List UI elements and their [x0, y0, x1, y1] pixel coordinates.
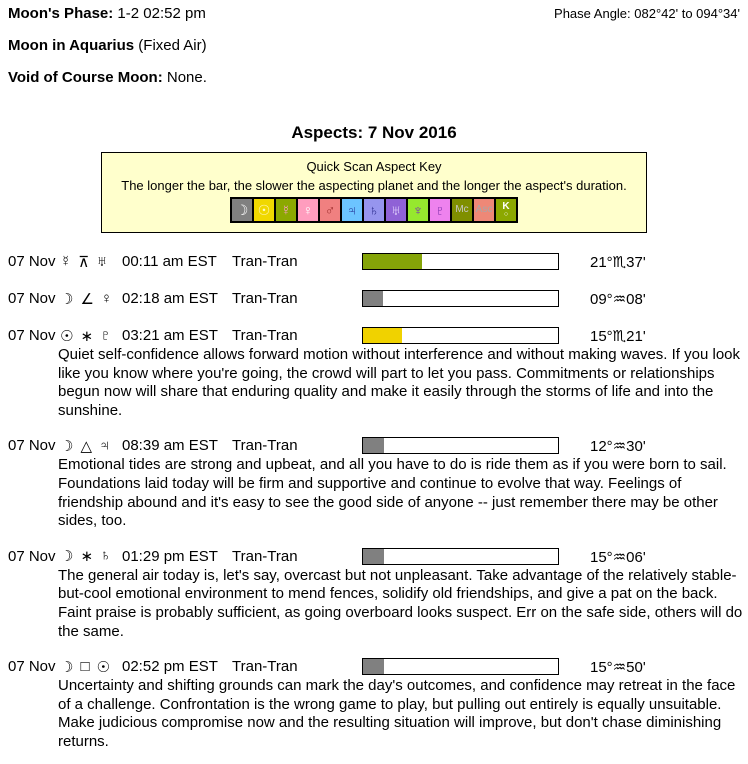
- duration-bar-fill: [363, 549, 384, 564]
- mars-chip-icon: ♂: [318, 199, 340, 221]
- aspect-type: Tran-Tran: [232, 658, 298, 676]
- pluto-icon: ♇: [100, 326, 112, 344]
- duration-bar-fill: [363, 328, 402, 343]
- jupiter-icon: ♃: [99, 436, 111, 454]
- aspect-degree: 21°♏37': [590, 254, 646, 271]
- void-of-course-label: Void of Course Moon:: [8, 69, 163, 86]
- aspect-row-header: [8, 327, 748, 344]
- aspect-row: [8, 327, 748, 420]
- semisquare-icon: ∠: [80, 290, 94, 308]
- aspect-key-chips: [230, 197, 518, 223]
- aspects-title: Aspects: 7 Nov 2016: [291, 123, 457, 142]
- moons-phase-value: 1-2 02:52 pm: [117, 5, 206, 22]
- void-of-course-line: [8, 69, 740, 86]
- aspect-glyphs: [60, 437, 122, 455]
- pluto-chip-icon: ♇: [428, 199, 450, 221]
- aspect-time: 01:29 pm EST: [122, 547, 218, 565]
- aspect-glyphs: [60, 658, 122, 676]
- duration-bar: [362, 253, 559, 270]
- aspect-glyphs: [60, 547, 122, 565]
- aspect-row-header: [8, 253, 748, 270]
- duration-bar-fill: [363, 254, 422, 269]
- phase-angle: Phase Angle: 082°42' to 094°34': [554, 6, 740, 21]
- aspect-description: Quiet self-confidence allows forward motion without interference and without making waves. If you look like you know where you're going, the crowd will part to let you pass. Commitments or relationships begun now will share that enduring quality and make it easily through the storms of life and into the sunshine.: [58, 346, 741, 419]
- aspect-degree: 15°♒50': [590, 659, 646, 677]
- aspect-row: [8, 548, 748, 641]
- void-of-course-value: None.: [166, 69, 207, 86]
- moon-chip-icon: ☽: [232, 199, 252, 221]
- moon-icon: ☽: [60, 290, 74, 308]
- moon-icon: ☽: [60, 548, 74, 566]
- trine-icon: △: [80, 437, 92, 455]
- aspect-glyphs: [60, 327, 122, 345]
- aspect-type: Tran-Tran: [232, 547, 298, 565]
- aspect-degree: 15°♒06': [590, 548, 646, 566]
- duration-bar: [362, 290, 559, 307]
- aspect-row: [8, 290, 748, 307]
- aspect-list: [8, 253, 748, 752]
- aspect-time: 02:18 am EST: [122, 290, 218, 307]
- aspect-row: [8, 253, 748, 270]
- aspect-time: 00:11 am EST: [122, 253, 217, 270]
- uranus-chip-icon: ♅: [384, 199, 406, 221]
- aspect-date: 07 Nov: [8, 290, 56, 307]
- aspect-degree: 15°♏21': [590, 328, 646, 345]
- moon-sign-label: Moon in Aquarius: [8, 37, 135, 54]
- aspect-glyphs: [60, 253, 122, 271]
- duration-bar-fill: [363, 291, 383, 306]
- saturn-icon: ♄: [100, 547, 112, 565]
- aspect-date: 07 Nov: [8, 327, 56, 344]
- square-icon: □: [80, 657, 90, 675]
- neptune-chip-icon: ♆: [406, 199, 428, 221]
- duration-bar-fill: [363, 659, 384, 674]
- aspect-row-header: [8, 290, 748, 307]
- uranus-icon: ♅: [96, 252, 108, 270]
- duration-bar: [362, 658, 559, 675]
- aspect-glyphs: [60, 290, 122, 308]
- duration-bar: [362, 437, 559, 454]
- key-box-subtitle: The longer the bar, the slower the aspecting planet and the longer the aspect's duration.: [121, 178, 627, 193]
- page-header: [0, 0, 748, 86]
- key-box-title: Quick Scan Aspect Key: [306, 159, 442, 174]
- aspect-time: 02:52 pm EST: [122, 658, 218, 676]
- aspect-row: [8, 658, 748, 751]
- quincunx-icon: ⊼: [78, 253, 90, 271]
- jupiter-chip-icon: ♃: [340, 199, 362, 221]
- moon-sign-line: [8, 37, 740, 54]
- moon-icon: ☽: [60, 658, 74, 676]
- aspect-date: 07 Nov: [8, 658, 56, 676]
- mercury-chip-icon: ☿: [274, 199, 296, 221]
- duration-bar: [362, 548, 559, 565]
- aspect-date: 07 Nov: [8, 437, 56, 455]
- aspect-time: 03:21 am EST: [122, 327, 218, 344]
- aspect-type: Tran-Tran: [232, 253, 298, 270]
- aspect-row-header: [8, 437, 748, 454]
- aspect-row: [8, 437, 748, 530]
- aspect-type: Tran-Tran: [232, 290, 298, 307]
- venus-icon: ♀: [100, 289, 113, 307]
- aspect-type: Tran-Tran: [232, 327, 298, 344]
- asc-chip-icon: Asc: [472, 199, 494, 221]
- sun-chip-icon: ☉: [252, 199, 274, 221]
- duration-bar: [362, 327, 559, 344]
- mc-chip-icon: Mc: [450, 199, 472, 221]
- quick-scan-key-box: [101, 152, 647, 233]
- aspect-degree: 12°♒30': [590, 438, 646, 456]
- chiron-chip-icon: K ○: [494, 199, 516, 221]
- sextile-icon: ∗: [80, 548, 94, 566]
- aspect-row-header: [8, 548, 748, 565]
- sun-icon: ☉: [96, 658, 110, 676]
- saturn-chip-icon: ♄: [362, 199, 384, 221]
- aspect-type: Tran-Tran: [232, 437, 298, 455]
- moon-sign-detail: (Fixed Air): [138, 37, 207, 54]
- duration-bar-fill: [363, 438, 384, 453]
- aspect-description: Uncertainty and shifting grounds can mark the day's outcomes, and confidence may retreat in the face of a challenge. Confrontation is the wrong game to play, but pulling out entirely is equally unsuitable. Make judicious compromise now and the resulting situation will improve, but don't chase diminishing returns.: [58, 677, 736, 750]
- moon-icon: ☽: [60, 437, 74, 455]
- aspect-date: 07 Nov: [8, 547, 56, 565]
- mercury-icon: ☿: [60, 252, 72, 270]
- venus-chip-icon: ♀: [296, 199, 318, 221]
- aspect-description: Emotional tides are strong and upbeat, and all you have to do is ride them as if you were born to sail. Foundations laid today will be firm and supportive and continue to evolve that way. Feelings of friendship abound and it's easy to see the good side of anyone -- just remember there may be other sides, too.: [58, 456, 727, 530]
- moons-phase-line: [8, 5, 206, 22]
- aspect-description: The general air today is, let's say, overcast but not unpleasant. Take advantage of the relatively stable-but-cool emotional environment to mend fences, solidify old friendships, and give a pat on the back. Faint praise is probably sufficient, as going overboard looks suspect. Err on the safe side, others will do the same.: [58, 566, 743, 640]
- aspect-row-header: [8, 658, 748, 675]
- moons-phase-label: Moon's Phase:: [8, 5, 114, 22]
- aspect-time: 08:39 am EST: [122, 437, 218, 455]
- aspect-degree: 09°♒08': [590, 291, 646, 308]
- sextile-icon: ∗: [80, 327, 94, 345]
- sun-icon: ☉: [60, 327, 74, 345]
- aspect-date: 07 Nov: [8, 253, 56, 270]
